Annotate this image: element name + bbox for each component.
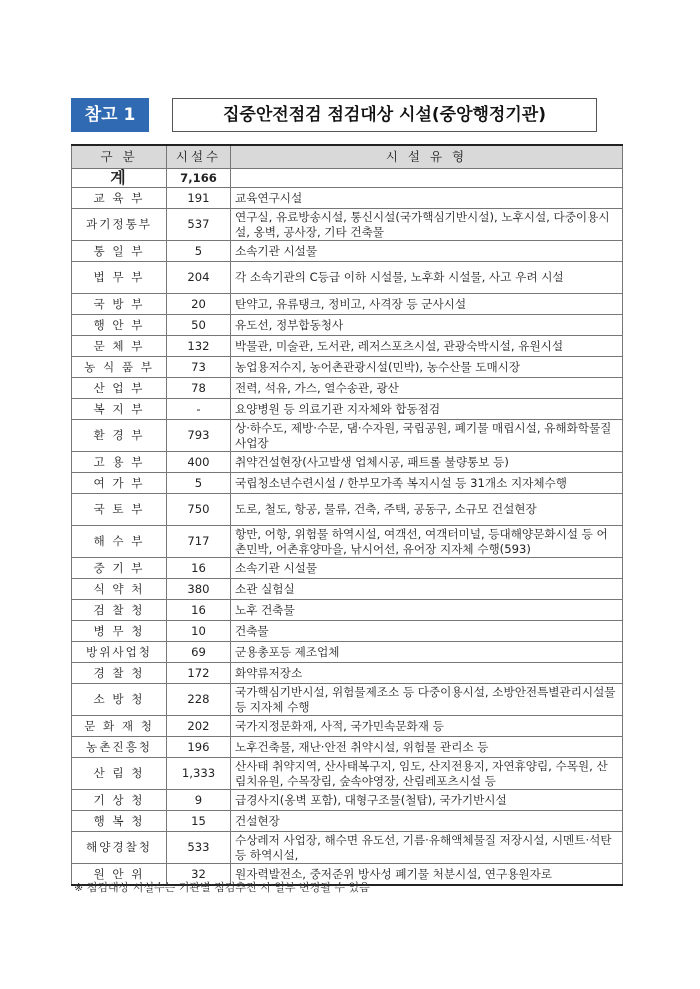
count-cell: 5 (167, 473, 231, 494)
agency-cell: 경 찰 청 (72, 663, 167, 684)
table-row (72, 262, 623, 294)
agency-cell: 병 무 청 (72, 621, 167, 642)
table-row (72, 473, 623, 494)
table-row (72, 790, 623, 811)
count-cell: 9 (167, 790, 231, 811)
column-header-count: 시설수 (167, 145, 231, 169)
count-cell: 50 (167, 315, 231, 336)
agency-cell: 과기정통부 (72, 209, 167, 241)
table-row (72, 294, 623, 315)
agency-cell: 복 지 부 (72, 399, 167, 420)
agency-cell: 소 방 청 (72, 684, 167, 716)
table-row (72, 336, 623, 357)
agency-cell: 법 무 부 (72, 262, 167, 294)
total-row (72, 169, 623, 188)
agency-cell: 산 업 부 (72, 378, 167, 399)
types-cell: 요양병원 등 의료기관 지자체와 합동점검 (231, 399, 623, 420)
table-row (72, 420, 623, 452)
table-row (72, 811, 623, 832)
types-cell: 화약류저장소 (231, 663, 623, 684)
agency-cell: 고 용 부 (72, 452, 167, 473)
count-cell: 16 (167, 600, 231, 621)
count-cell: 1,333 (167, 758, 231, 790)
count-cell: - (167, 399, 231, 420)
count-cell: 228 (167, 684, 231, 716)
agency-cell: 국 방 부 (72, 294, 167, 315)
table-row (72, 832, 623, 864)
types-cell: 도로, 철도, 항공, 물류, 건축, 주택, 공동구, 소규모 건설현장 (231, 494, 623, 526)
agency-cell: 원 안 위 (72, 864, 167, 886)
agency-cell: 해 수 부 (72, 526, 167, 558)
types-cell: 농업용저수지, 농어촌관광시설(민박), 농수산물 도매시장 (231, 357, 623, 378)
types-cell: 각 소속기관의 C등급 이하 시설물, 노후화 시설물, 사고 우려 시설 (231, 262, 623, 294)
table-row (72, 600, 623, 621)
table-row (72, 716, 623, 737)
page-title: 집중안전점검 점검대상 시설(중앙행정기관) (172, 98, 597, 132)
count-cell: 5 (167, 241, 231, 262)
types-cell: 원자력발전소, 중저준위 방사성 폐기물 처분시설, 연구용원자로 (231, 864, 623, 886)
types-cell: 상·하수도, 제방·수문, 댐·수자원, 국립공원, 폐기물 매립시설, 유해화학물질사업장 (231, 420, 623, 452)
types-cell: 군용총포등 제조업체 (231, 642, 623, 663)
types-cell: 소속기관 시설물 (231, 241, 623, 262)
agency-cell: 중 기 부 (72, 558, 167, 579)
reference-tag: 참고 1 (71, 98, 149, 132)
types-cell: 연구실, 유료방송시설, 통신시설(국가핵심기반시설), 노후시설, 다중이용시설, 옹벽, 공사장, 기타 건축물 (231, 209, 623, 241)
count-cell: 533 (167, 832, 231, 864)
table-row (72, 642, 623, 663)
types-cell: 국립청소년수련시설 / 한부모가족 복지시설 등 31개소 지자체수행 (231, 473, 623, 494)
agency-cell: 농 식 품 부 (72, 357, 167, 378)
agency-cell: 행 안 부 (72, 315, 167, 336)
count-cell: 750 (167, 494, 231, 526)
count-cell: 132 (167, 336, 231, 357)
types-cell: 전력, 석유, 가스, 열수송관, 광산 (231, 378, 623, 399)
types-cell: 소속기관 시설물 (231, 558, 623, 579)
types-cell: 건설현장 (231, 811, 623, 832)
count-cell: 20 (167, 294, 231, 315)
agency-cell: 통 일 부 (72, 241, 167, 262)
total-types (231, 169, 623, 188)
table-row (72, 663, 623, 684)
types-cell: 수상레저 사업장, 해수면 유도선, 기름·유해액체물질 저장시설, 시멘트·석탄 등 하역시설, (231, 832, 623, 864)
count-cell: 172 (167, 663, 231, 684)
agency-cell: 농촌진흥청 (72, 737, 167, 758)
count-cell: 16 (167, 558, 231, 579)
table-row (72, 526, 623, 558)
total-count: 7,166 (167, 169, 231, 188)
table-row (72, 209, 623, 241)
types-cell: 유도선, 정부합동청사 (231, 315, 623, 336)
count-cell: 380 (167, 579, 231, 600)
agency-cell: 교 육 부 (72, 188, 167, 209)
table-row (72, 378, 623, 399)
table-header-row (72, 145, 623, 169)
agency-cell: 문 체 부 (72, 336, 167, 357)
table-row (72, 558, 623, 579)
count-cell: 537 (167, 209, 231, 241)
agency-cell: 방위사업청 (72, 642, 167, 663)
types-cell: 국가지정문화재, 사적, 국가민속문화재 등 (231, 716, 623, 737)
types-cell: 노후건축물, 재난·안전 취약시설, 위험물 관리소 등 (231, 737, 623, 758)
table-row (72, 357, 623, 378)
types-cell: 취약건설현장(사고발생 업체시공, 패트롤 불량통보 등) (231, 452, 623, 473)
table-row (72, 579, 623, 600)
count-cell: 202 (167, 716, 231, 737)
types-cell: 노후 건축물 (231, 600, 623, 621)
count-cell: 191 (167, 188, 231, 209)
agency-cell: 행 복 청 (72, 811, 167, 832)
agency-cell: 식 약 처 (72, 579, 167, 600)
count-cell: 32 (167, 864, 231, 886)
facility-table (71, 144, 623, 886)
table-row (72, 737, 623, 758)
count-cell: 717 (167, 526, 231, 558)
table-row (72, 452, 623, 473)
table-row (72, 621, 623, 642)
types-cell: 탄약고, 유류탱크, 정비고, 사격장 등 군사시설 (231, 294, 623, 315)
agency-cell: 문 화 재 청 (72, 716, 167, 737)
types-cell: 급경사지(옹벽 포함), 대형구조물(철탑), 국가기반시설 (231, 790, 623, 811)
agency-cell: 여 가 부 (72, 473, 167, 494)
section-header (71, 98, 595, 132)
count-cell: 10 (167, 621, 231, 642)
count-cell: 69 (167, 642, 231, 663)
footnote: ※ 점검대상 시설수는 기관별 점검추진 시 일부 변경될 수 있음 (74, 881, 370, 894)
count-cell: 400 (167, 452, 231, 473)
count-cell: 15 (167, 811, 231, 832)
count-cell: 196 (167, 737, 231, 758)
table-row (72, 758, 623, 790)
count-cell: 793 (167, 420, 231, 452)
agency-cell: 환 경 부 (72, 420, 167, 452)
types-cell: 산사태 취약지역, 산사태복구지, 임도, 산지전용지, 자연휴양림, 수목원, 산림치유원, 수목장림, 숲속야영장, 산림레포츠시설 등 (231, 758, 623, 790)
count-cell: 78 (167, 378, 231, 399)
types-cell: 소관 실험실 (231, 579, 623, 600)
agency-cell: 산 림 청 (72, 758, 167, 790)
column-header-types: 시 설 유 형 (231, 145, 623, 169)
column-header-category: 구 분 (72, 145, 167, 169)
count-cell: 73 (167, 357, 231, 378)
types-cell: 교육연구시설 (231, 188, 623, 209)
agency-cell: 기 상 청 (72, 790, 167, 811)
table-row (72, 399, 623, 420)
table-row (72, 188, 623, 209)
total-label: 계 (72, 169, 167, 188)
types-cell: 국가핵심기반시설, 위험물제조소 등 다중이용시설, 소방안전특별관리시설물 등 지자체 수행 (231, 684, 623, 716)
agency-cell: 검 찰 청 (72, 600, 167, 621)
agency-cell: 국 토 부 (72, 494, 167, 526)
types-cell: 건축물 (231, 621, 623, 642)
table-row (72, 494, 623, 526)
table-row (72, 684, 623, 716)
types-cell: 박물관, 미술관, 도서관, 레저스포츠시설, 관광숙박시설, 유원시설 (231, 336, 623, 357)
table-row (72, 241, 623, 262)
types-cell: 항만, 어항, 위험물 하역시설, 여객선, 여객터미널, 등대해양문화시설 등 어촌민박, 어촌휴양마을, 낚시어선, 유어장 지자체 수행(593) (231, 526, 623, 558)
agency-cell: 해양경찰청 (72, 832, 167, 864)
table-row (72, 315, 623, 336)
count-cell: 204 (167, 262, 231, 294)
